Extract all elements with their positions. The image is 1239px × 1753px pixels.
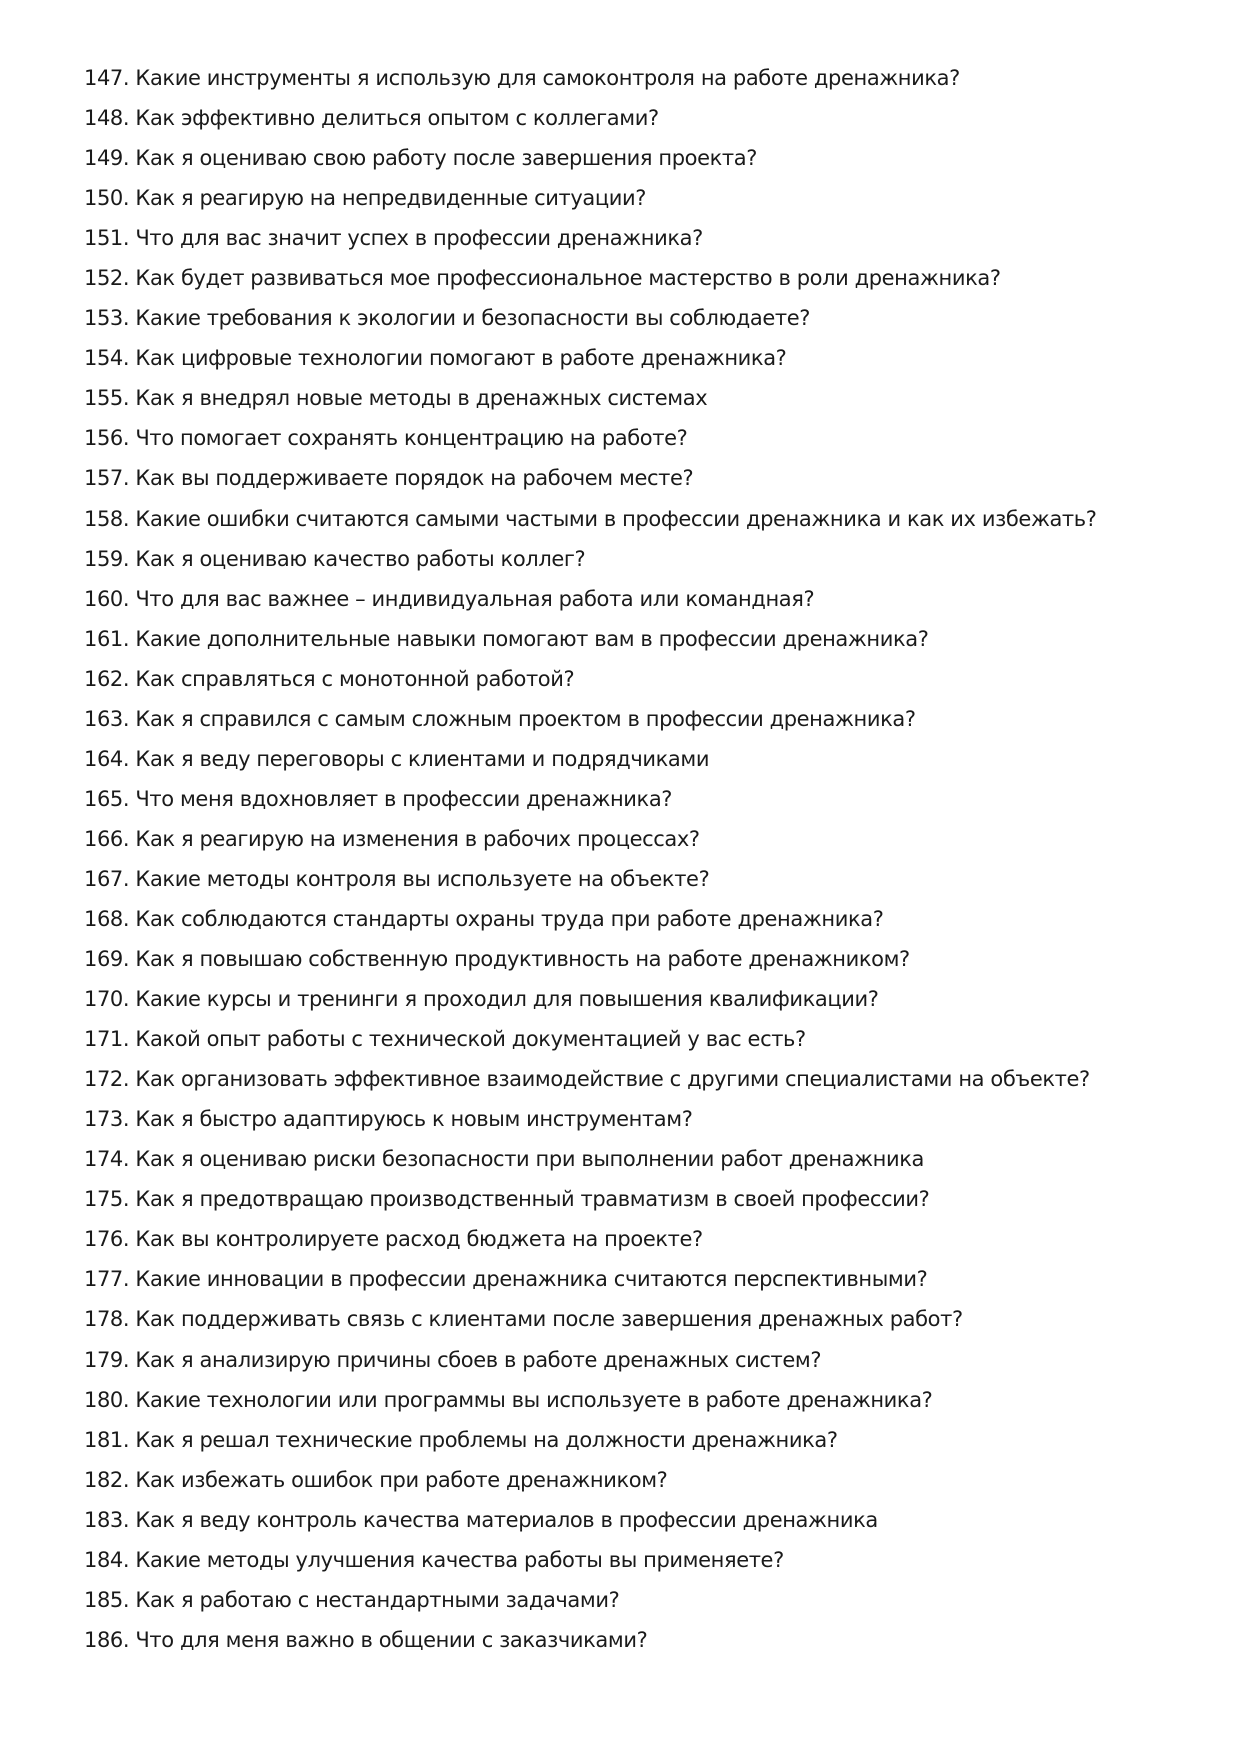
question-item: 177. Какие инновации в профессии дренажника считаются перспективными? bbox=[84, 1267, 928, 1292]
question-item: 154. Как цифровые технологии помогают в работе дренажника? bbox=[84, 346, 787, 371]
question-item: 169. Как я повышаю собственную продуктивность на работе дренажником? bbox=[84, 947, 910, 972]
question-item: 170. Какие курсы и тренинги я проходил для повышения квалификации? bbox=[84, 987, 879, 1012]
question-item: 183. Как я веду контроль качества материалов в профессии дренажника bbox=[84, 1507, 878, 1532]
question-item: 184. Какие методы улучшения качества работы вы применяете? bbox=[84, 1547, 784, 1572]
question-item: 151. Что для вас значит успех в профессии дренажника? bbox=[84, 226, 703, 251]
question-item: 160. Что для вас важнее – индивидуальная работа или командная? bbox=[84, 586, 815, 611]
question-item: 171. Какой опыт работы с технической документацией у вас есть? bbox=[84, 1027, 806, 1052]
question-item: 162. Как справляться с монотонной работой? bbox=[84, 666, 575, 691]
question-item: 157. Как вы поддерживаете порядок на рабочем месте? bbox=[84, 466, 694, 491]
question-item: 161. Какие дополнительные навыки помогают вам в профессии дренажника? bbox=[84, 626, 929, 651]
question-item: 153. Какие требования к экологии и безопасности вы соблюдаете? bbox=[84, 306, 810, 331]
question-item: 186. Что для меня важно в общении с заказчиками? bbox=[84, 1627, 648, 1652]
question-item: 185. Как я работаю с нестандартными задачами? bbox=[84, 1587, 620, 1612]
question-item: 165. Что меня вдохновляет в профессии дренажника? bbox=[84, 786, 673, 811]
question-item: 168. Как соблюдаются стандарты охраны труда при работе дренажника? bbox=[84, 906, 884, 931]
question-item: 176. Как вы контролируете расход бюджета на проекте? bbox=[84, 1227, 703, 1252]
question-item: 181. Как я решал технические проблемы на должности дренажника? bbox=[84, 1427, 838, 1452]
question-item: 180. Какие технологии или программы вы используете в работе дренажника? bbox=[84, 1387, 933, 1412]
question-item: 173. Как я быстро адаптируюсь к новым инструментам? bbox=[84, 1107, 693, 1132]
question-item: 148. Как эффективно делиться опытом с коллегами? bbox=[84, 106, 659, 131]
question-item: 182. Как избежать ошибок при работе дренажником? bbox=[84, 1467, 668, 1492]
question-item: 159. Как я оцениваю качество работы коллег? bbox=[84, 546, 586, 571]
question-list bbox=[84, 58, 1204, 1660]
question-item: 150. Как я реагирую на непредвиденные ситуации? bbox=[84, 186, 646, 211]
question-item: 174. Как я оцениваю риски безопасности при выполнении работ дренажника bbox=[84, 1147, 924, 1172]
question-item: 164. Как я веду переговоры с клиентами и подрядчиками bbox=[84, 746, 710, 771]
question-item: 179. Как я анализирую причины сбоев в работе дренажных систем? bbox=[84, 1347, 822, 1372]
question-item: 163. Как я справился с самым сложным проектом в профессии дренажника? bbox=[84, 706, 916, 731]
question-item: 156. Что помогает сохранять концентрацию на работе? bbox=[84, 426, 688, 451]
question-item: 149. Как я оцениваю свою работу после завершения проекта? bbox=[84, 146, 757, 171]
question-item: 158. Какие ошибки считаются самыми частыми в профессии дренажника и как их избежать? bbox=[84, 506, 1097, 531]
question-item: 178. Как поддерживать связь с клиентами после завершения дренажных работ? bbox=[84, 1307, 963, 1332]
question-item: 172. Как организовать эффективное взаимодействие с другими специалистами на объекте? bbox=[84, 1067, 1090, 1092]
question-item: 155. Как я внедрял новые методы в дренажных системах bbox=[84, 386, 708, 411]
question-item: 147. Какие инструменты я использую для самоконтроля на работе дренажника? bbox=[84, 66, 960, 90]
question-item: 152. Как будет развиваться мое профессиональное мастерство в роли дренажника? bbox=[84, 266, 1001, 291]
question-item: 167. Какие методы контроля вы используете на объекте? bbox=[84, 866, 710, 891]
question-item: 166. Как я реагирую на изменения в рабочих процессах? bbox=[84, 826, 700, 851]
question-item: 175. Как я предотвращаю производственный травматизм в своей профессии? bbox=[84, 1187, 930, 1212]
